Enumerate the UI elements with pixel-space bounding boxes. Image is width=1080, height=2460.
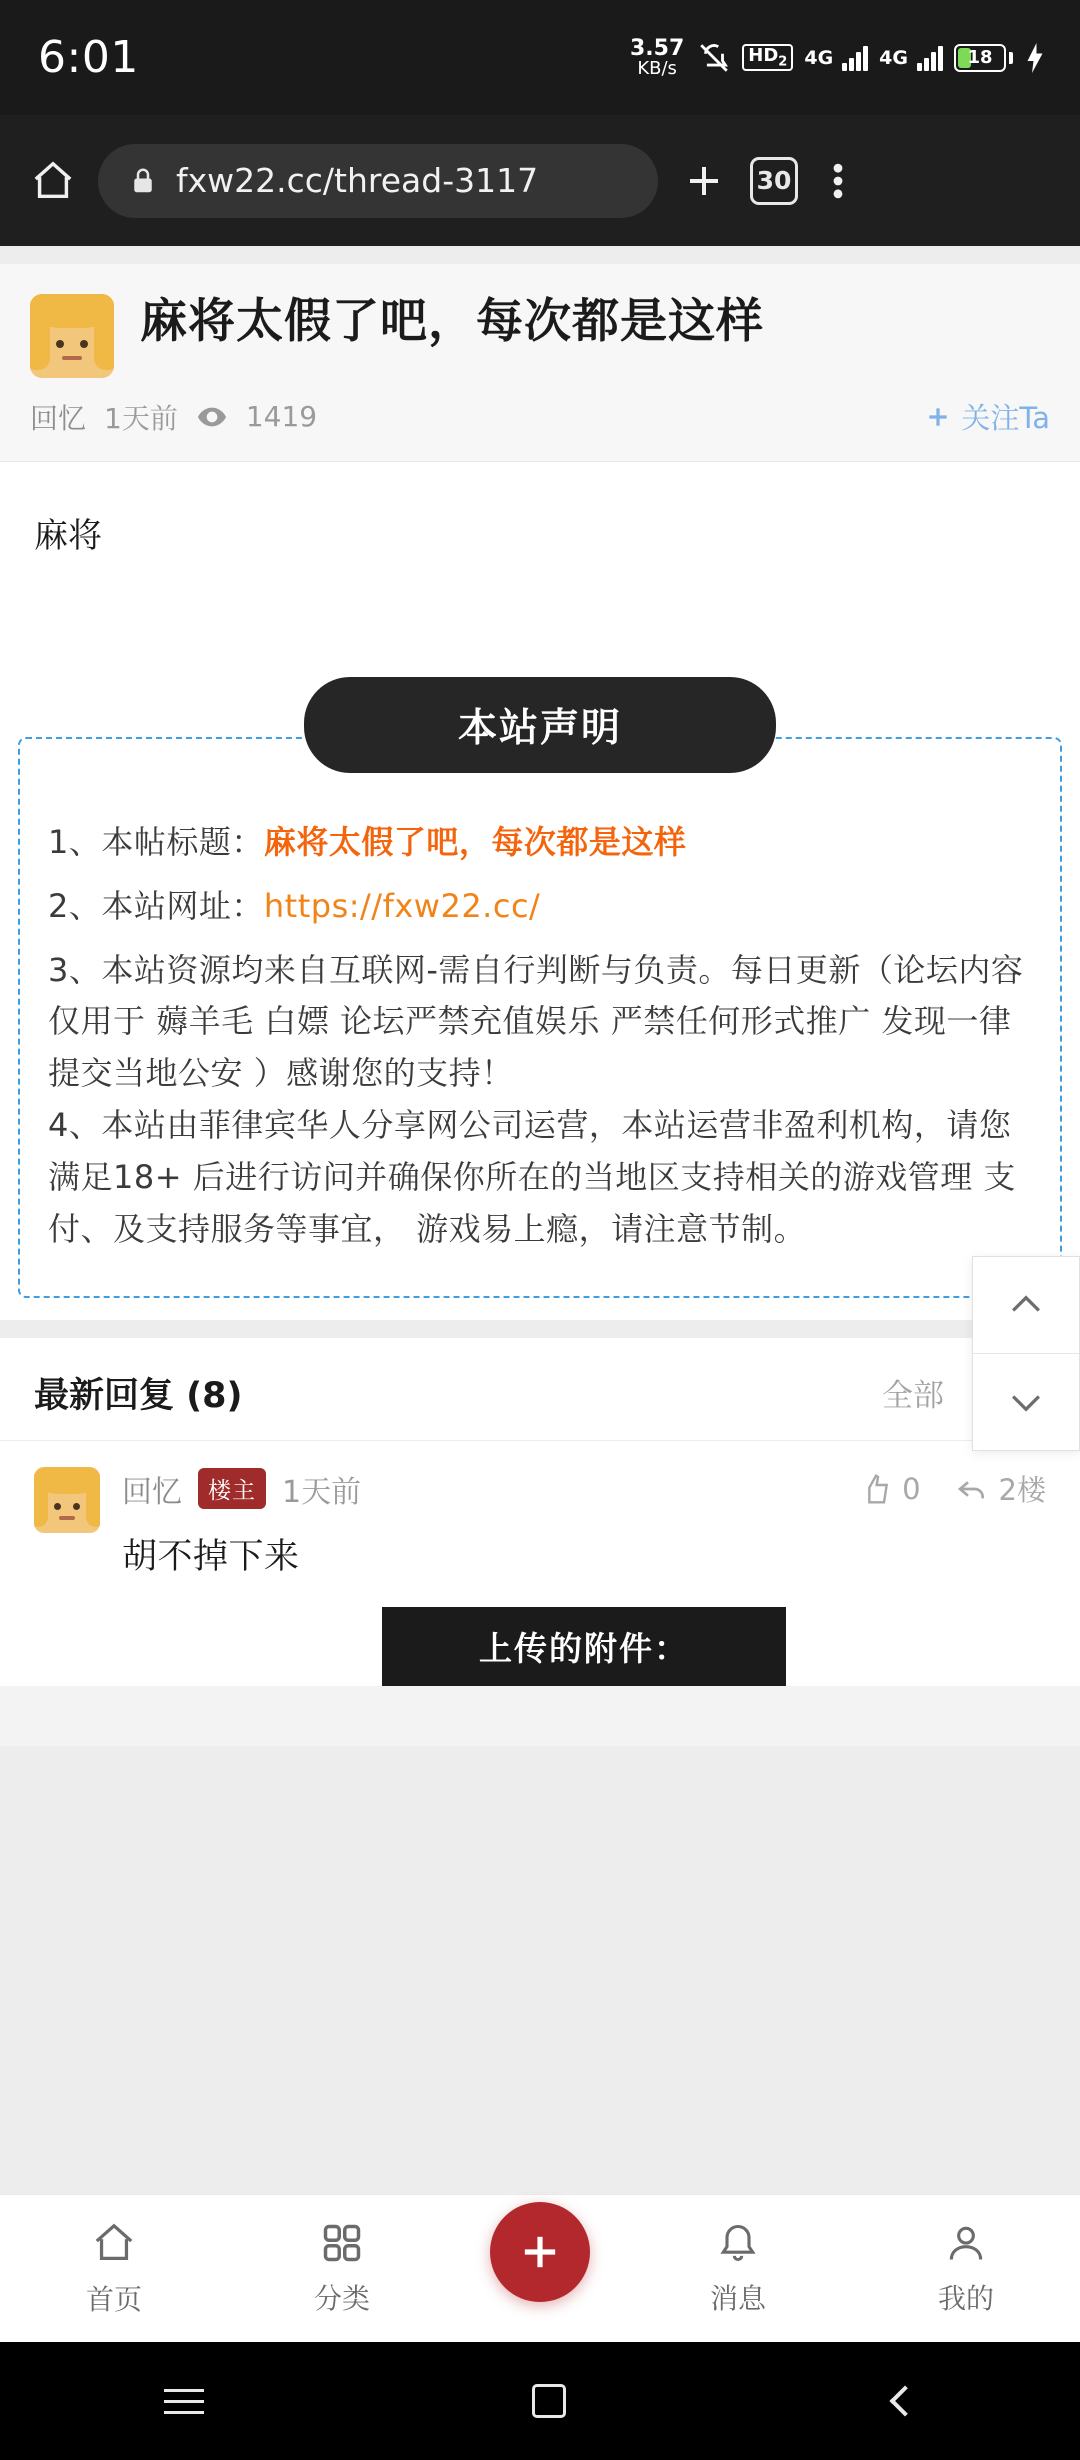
reply-floor-label: 2楼 bbox=[998, 1473, 1046, 1508]
statement-line-1-prefix: 1、本帖标题： bbox=[48, 823, 264, 861]
tab-switcher-button[interactable]: 30 bbox=[750, 157, 798, 205]
chevron-left-icon[interactable] bbox=[889, 2385, 920, 2416]
reply-actions bbox=[860, 1468, 1046, 1509]
statement-banner: 本站声明 bbox=[304, 677, 776, 773]
eye-icon bbox=[196, 401, 228, 433]
post-meta bbox=[30, 396, 1050, 437]
avatar[interactable] bbox=[30, 294, 114, 378]
site-statement bbox=[0, 677, 1080, 1320]
grid-icon bbox=[320, 2221, 364, 2265]
sim1-network-label: 4G bbox=[804, 46, 834, 69]
replies-header bbox=[0, 1338, 1080, 1441]
network-speed-unit: KB/s bbox=[637, 57, 677, 79]
statement-line-2-prefix: 2、本站网址： bbox=[48, 886, 264, 925]
follow-label: 关注Ta bbox=[961, 401, 1050, 435]
like-count: 0 bbox=[902, 1471, 921, 1506]
chevron-up-icon bbox=[1004, 1283, 1048, 1327]
reply-author[interactable]: 回忆 bbox=[122, 1474, 182, 1510]
reply-time: 1天前 bbox=[282, 1474, 362, 1510]
replies-title: 最新回复 (8) bbox=[34, 1375, 243, 1416]
statement-line-1-title: 麻将太假了吧，每次都是这样 bbox=[263, 823, 687, 861]
nav-label-profile: 我的 bbox=[937, 2281, 994, 2315]
post-author[interactable]: 回忆 bbox=[30, 401, 87, 435]
battery-indicator bbox=[954, 44, 1013, 72]
bell-icon bbox=[716, 2221, 760, 2265]
sim2-signal-icon bbox=[917, 45, 943, 71]
status-bar bbox=[0, 0, 1080, 115]
status-icons bbox=[630, 35, 1046, 79]
sim2-network-label: 4G bbox=[879, 46, 908, 69]
site-url-link[interactable]: https://fxw22.cc/ bbox=[263, 886, 541, 925]
filter-all-button[interactable]: 全部 bbox=[882, 1378, 944, 1415]
page-title: 麻将太假了吧，每次都是这样 bbox=[140, 294, 764, 349]
create-post-button[interactable] bbox=[490, 2202, 590, 2302]
new-tab-plus-icon[interactable] bbox=[680, 157, 728, 205]
scroll-controls bbox=[972, 1256, 1080, 1451]
nav-item-profile[interactable] bbox=[886, 2221, 1046, 2317]
nav-item-messages[interactable] bbox=[658, 2221, 818, 2317]
follow-button[interactable] bbox=[925, 396, 1050, 437]
status-clock: 6:01 bbox=[38, 32, 139, 83]
post-card bbox=[0, 264, 1080, 677]
like-button[interactable] bbox=[860, 1472, 920, 1506]
android-navigation-bar bbox=[0, 2342, 1080, 2460]
menu-icon[interactable] bbox=[164, 2389, 204, 2414]
home-icon[interactable] bbox=[30, 158, 76, 204]
network-speed bbox=[630, 35, 685, 79]
address-bar[interactable] bbox=[98, 144, 658, 218]
post-body-text: 麻将 bbox=[0, 462, 1080, 677]
post-time: 1天前 bbox=[104, 401, 178, 435]
reply-meta bbox=[122, 1467, 1046, 1511]
plus-icon bbox=[925, 404, 951, 430]
scroll-up-button[interactable] bbox=[973, 1257, 1079, 1353]
sim1-signal-icon bbox=[842, 45, 868, 71]
network-speed-value: 3.57 bbox=[630, 35, 685, 61]
post-header bbox=[0, 264, 1080, 462]
attachment-banner: 上传的附件： bbox=[382, 1607, 786, 1686]
hd-voice-icon: $HD_2$ bbox=[742, 44, 793, 72]
statement-box bbox=[18, 737, 1062, 1298]
reply-button[interactable] bbox=[955, 1468, 1046, 1509]
statement-line-2 bbox=[48, 881, 1032, 933]
content-top-gap bbox=[0, 246, 1080, 264]
browser-toolbar bbox=[0, 115, 1080, 246]
statement-line-1 bbox=[48, 817, 1032, 869]
page-content bbox=[0, 246, 1080, 2194]
battery-percent: 18 bbox=[967, 47, 993, 68]
bell-mute-icon bbox=[697, 41, 731, 75]
chevron-down-icon bbox=[1004, 1380, 1048, 1424]
more-vertical-icon[interactable] bbox=[820, 159, 856, 203]
lightning-icon bbox=[1024, 43, 1046, 73]
attachment-area bbox=[0, 1686, 1080, 1746]
lock-icon bbox=[128, 166, 158, 196]
nav-label-category: 分类 bbox=[313, 2281, 370, 2315]
address-bar-url: fxw22.cc/thread-3117 bbox=[176, 161, 539, 200]
nav-label-messages: 消息 bbox=[709, 2281, 766, 2315]
reply-text: 胡不掉下来 bbox=[122, 1536, 300, 1577]
nav-item-category[interactable] bbox=[262, 2221, 422, 2317]
thumbs-up-icon bbox=[860, 1473, 892, 1505]
nav-item-home[interactable] bbox=[34, 2220, 194, 2318]
avatar[interactable] bbox=[34, 1467, 100, 1533]
statement-line-3: 3、本站资源均来自互联网-需自行判断与负责。每日更新（论坛内容仅用于 薅羊毛 白嫖 论坛严禁充值娱乐 严禁任何形式推广 发现一律提交当地公安 ）感谢您的支持！ bbox=[48, 950, 1024, 1093]
post-view-count: 1419 bbox=[245, 400, 318, 433]
bottom-navigation bbox=[0, 2194, 1080, 2342]
statement-line-4: 4、本站由菲律宾华人分享网公司运营，本站运营非盈利机构，请您满足18+ 后进行访问并确保你所在的当地区支持相关的游戏管理 支付、及支持服务等事宜， 游戏易上瘾，请注意节制。 bbox=[48, 1106, 1016, 1248]
person-icon bbox=[944, 2221, 988, 2265]
home-icon bbox=[91, 2220, 137, 2266]
square-icon[interactable] bbox=[532, 2384, 566, 2418]
scroll-down-button[interactable] bbox=[973, 1354, 1079, 1450]
nav-label-home: 首页 bbox=[85, 2282, 142, 2316]
reply-arrow-icon bbox=[955, 1473, 989, 1505]
list-item bbox=[0, 1441, 1080, 1686]
replies-section bbox=[0, 1338, 1080, 1746]
status-badge: 楼主 bbox=[198, 1468, 266, 1509]
